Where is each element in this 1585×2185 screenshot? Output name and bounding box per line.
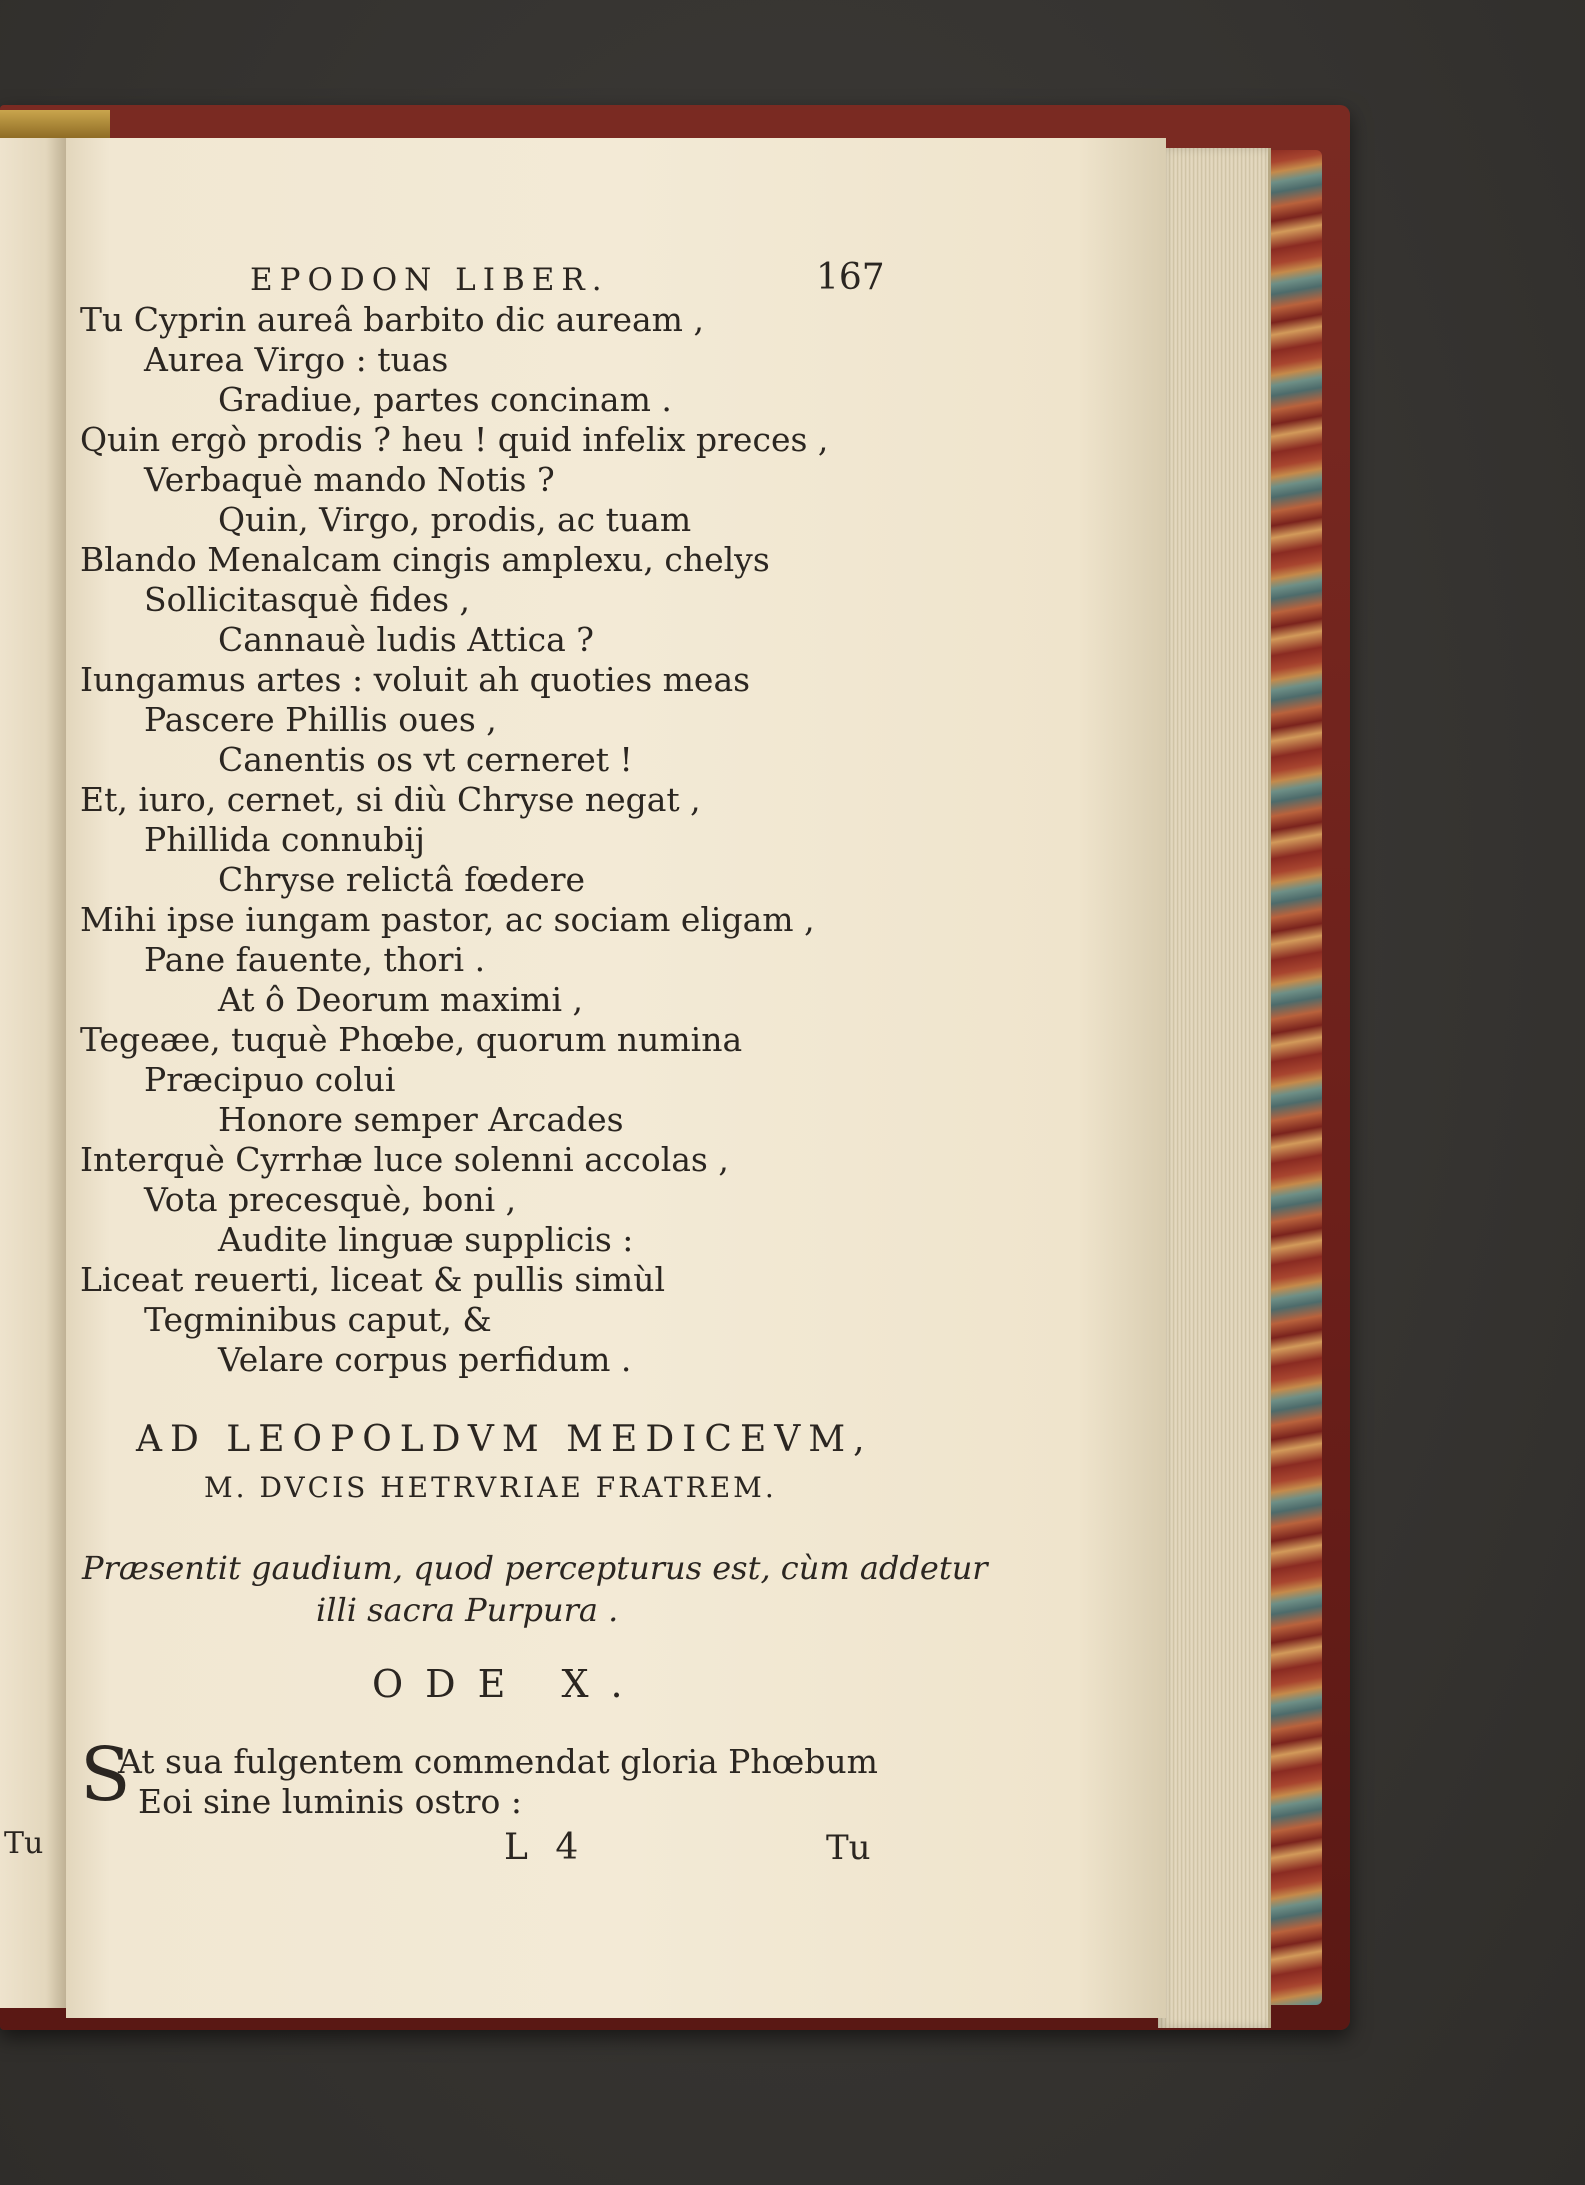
gilt-edge bbox=[0, 110, 110, 138]
verse-line: Interquè Cyrrhæ luce solenni accolas , bbox=[80, 1140, 729, 1179]
verse-line: Pane fauente, thori . bbox=[144, 940, 486, 979]
verse-line: Liceat reuerti, liceat & pullis simùl bbox=[80, 1260, 666, 1299]
ode-heading: AD LEOPOLDVM MEDICEVM, bbox=[136, 1419, 873, 1460]
verse-line: Tu Cyprin aureâ barbito dic auream , bbox=[80, 300, 704, 339]
drop-capital: S bbox=[80, 1732, 131, 1818]
verse-line: Chryse relictâ fœdere bbox=[218, 860, 585, 899]
verse-line: Iungamus artes : voluit ah quoties meas bbox=[80, 660, 751, 699]
book-page bbox=[66, 138, 1166, 2018]
argument-line: illi sacra Purpura . bbox=[316, 1591, 619, 1629]
page-edges bbox=[1158, 148, 1271, 2028]
verse-line: Gradiue, partes concinam . bbox=[218, 380, 672, 419]
verse-line: Præcipuo colui bbox=[144, 1060, 396, 1099]
verse-line: Pascere Phillis oues , bbox=[144, 700, 497, 739]
verse-line: Mihi ipse iungam pastor, ac sociam eligam , bbox=[80, 900, 815, 939]
verse-line: Audite linguæ supplicis : bbox=[218, 1220, 634, 1259]
left-page bbox=[0, 138, 68, 2008]
verse-line: Quin ergò prodis ? heu ! quid infelix preces , bbox=[80, 420, 829, 459]
verse-line: Cannauè ludis Attica ? bbox=[218, 620, 594, 659]
argument-line: Præsentit gaudium, quod percepturus est, cùm addetur bbox=[82, 1549, 988, 1587]
verse-line: Et, iuro, cernet, si diù Chryse negat , bbox=[80, 780, 701, 819]
running-head: EPODON LIBER. bbox=[250, 262, 609, 298]
verse-line: Verbaquè mando Notis ? bbox=[144, 460, 555, 499]
verse-line: At ô Deorum maximi , bbox=[218, 980, 583, 1019]
verse-line: Tegminibus caput, & bbox=[144, 1300, 492, 1339]
catchword: Tu bbox=[826, 1828, 871, 1868]
verse-line: Velare corpus perfidum . bbox=[218, 1340, 632, 1379]
left-catchword: Tu bbox=[4, 1826, 44, 1861]
verse-line: Quin, Virgo, prodis, ac tuam bbox=[218, 500, 692, 539]
page-number: 167 bbox=[816, 257, 885, 298]
verse-line: Eoi sine luminis ostro : bbox=[138, 1782, 522, 1821]
ode-title: ODE X. bbox=[372, 1662, 645, 1706]
verse-line: At sua fulgentem commendat gloria Phœbum bbox=[118, 1742, 878, 1781]
signature-mark: L 4 bbox=[504, 1827, 587, 1868]
verse-line: Vota precesquè, boni , bbox=[144, 1180, 517, 1219]
verse-line: Phillida connubij bbox=[144, 820, 425, 859]
ode-subheading: M. DVCIS HETRVRIAE FRATREM. bbox=[204, 1471, 777, 1504]
marbled-fore-edge bbox=[1262, 150, 1322, 2005]
verse-line: Tegeæe, tuquè Phœbe, quorum numina bbox=[80, 1020, 743, 1059]
verse-line: Honore semper Arcades bbox=[218, 1100, 624, 1139]
verse-line: Sollicitasquè fides , bbox=[144, 580, 471, 619]
verse-line: Canentis os vt cerneret ! bbox=[218, 740, 633, 779]
verse-line: Blando Menalcam cingis amplexu, chelys bbox=[80, 540, 770, 579]
verse-line: Aurea Virgo : tuas bbox=[144, 340, 449, 379]
